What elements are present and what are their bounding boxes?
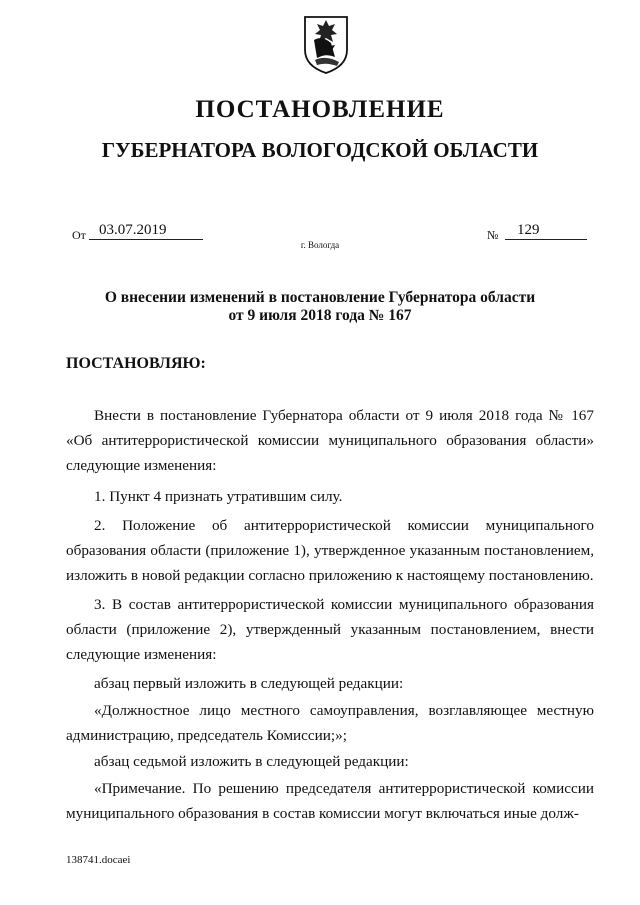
paragraph-3: 2. Положение об антитеррористической комиссии муниципального образования области (приложение 1), утвержденное указанным постановлением, изложить в новой редакции согласно приложению к настоящему постановлению. [66, 517, 594, 585]
document-number: 129 [505, 222, 587, 240]
body-text-item-7 [66, 776, 594, 826]
body-text-item-5 [66, 698, 594, 748]
document-title: ПОСТАНОВЛЕНИЕ [195, 96, 445, 123]
paragraph-6: «Должностное лицо местного самоуправления, возглавляющее местную администрацию, председатель Комиссии;»; [66, 702, 594, 745]
body-text-item-2 [66, 513, 594, 589]
city-label: г. Вологда [300, 240, 340, 250]
body-text-item-3 [66, 592, 594, 668]
subject-line-2: от 9 июля 2018 года № 167 [228, 307, 412, 324]
coat-of-arms-emblem [301, 14, 351, 76]
subject-line-1: О внесении изменений в постановление Губернатора области [104, 289, 536, 306]
paragraph-2: 1. Пункт 4 признать утратившим силу. [94, 488, 343, 505]
body-text-item-1 [66, 484, 594, 509]
body-text [66, 403, 594, 479]
decree-word: ПОСТАНОВЛЯЮ: [66, 355, 206, 372]
paragraph-1: Внести в постановление Губернатора области от 9 июля 2018 года № 167 «Об антитеррористической комиссии муниципального образования области» следующие изменения: [66, 407, 594, 475]
file-id: 138741.docaei [66, 854, 131, 866]
paragraph-8: «Примечание. По решению председателя антитеррористической комиссии муниципального образования в состав комиссии могут включаться иные долж- [66, 780, 594, 823]
body-text-item-4 [66, 671, 594, 696]
paragraph-4: 3. В состав антитеррористической комиссии муниципального образования области (приложение 2), утвержденный указанным постановлением, внести следующие изменения: [66, 596, 594, 664]
document-subtitle: ГУБЕРНАТОРА ВОЛОГОДСКОЙ ОБЛАСТИ [101, 138, 539, 162]
date-prefix: От [72, 228, 86, 242]
paragraph-5: абзац первый изложить в следующей редакции: [94, 675, 404, 692]
body-text-item-6 [66, 749, 594, 774]
paragraph-7: абзац седьмой изложить в следующей редакции: [94, 753, 409, 770]
number-prefix: № [487, 228, 499, 242]
document-date: 03.07.2019 [89, 222, 203, 240]
